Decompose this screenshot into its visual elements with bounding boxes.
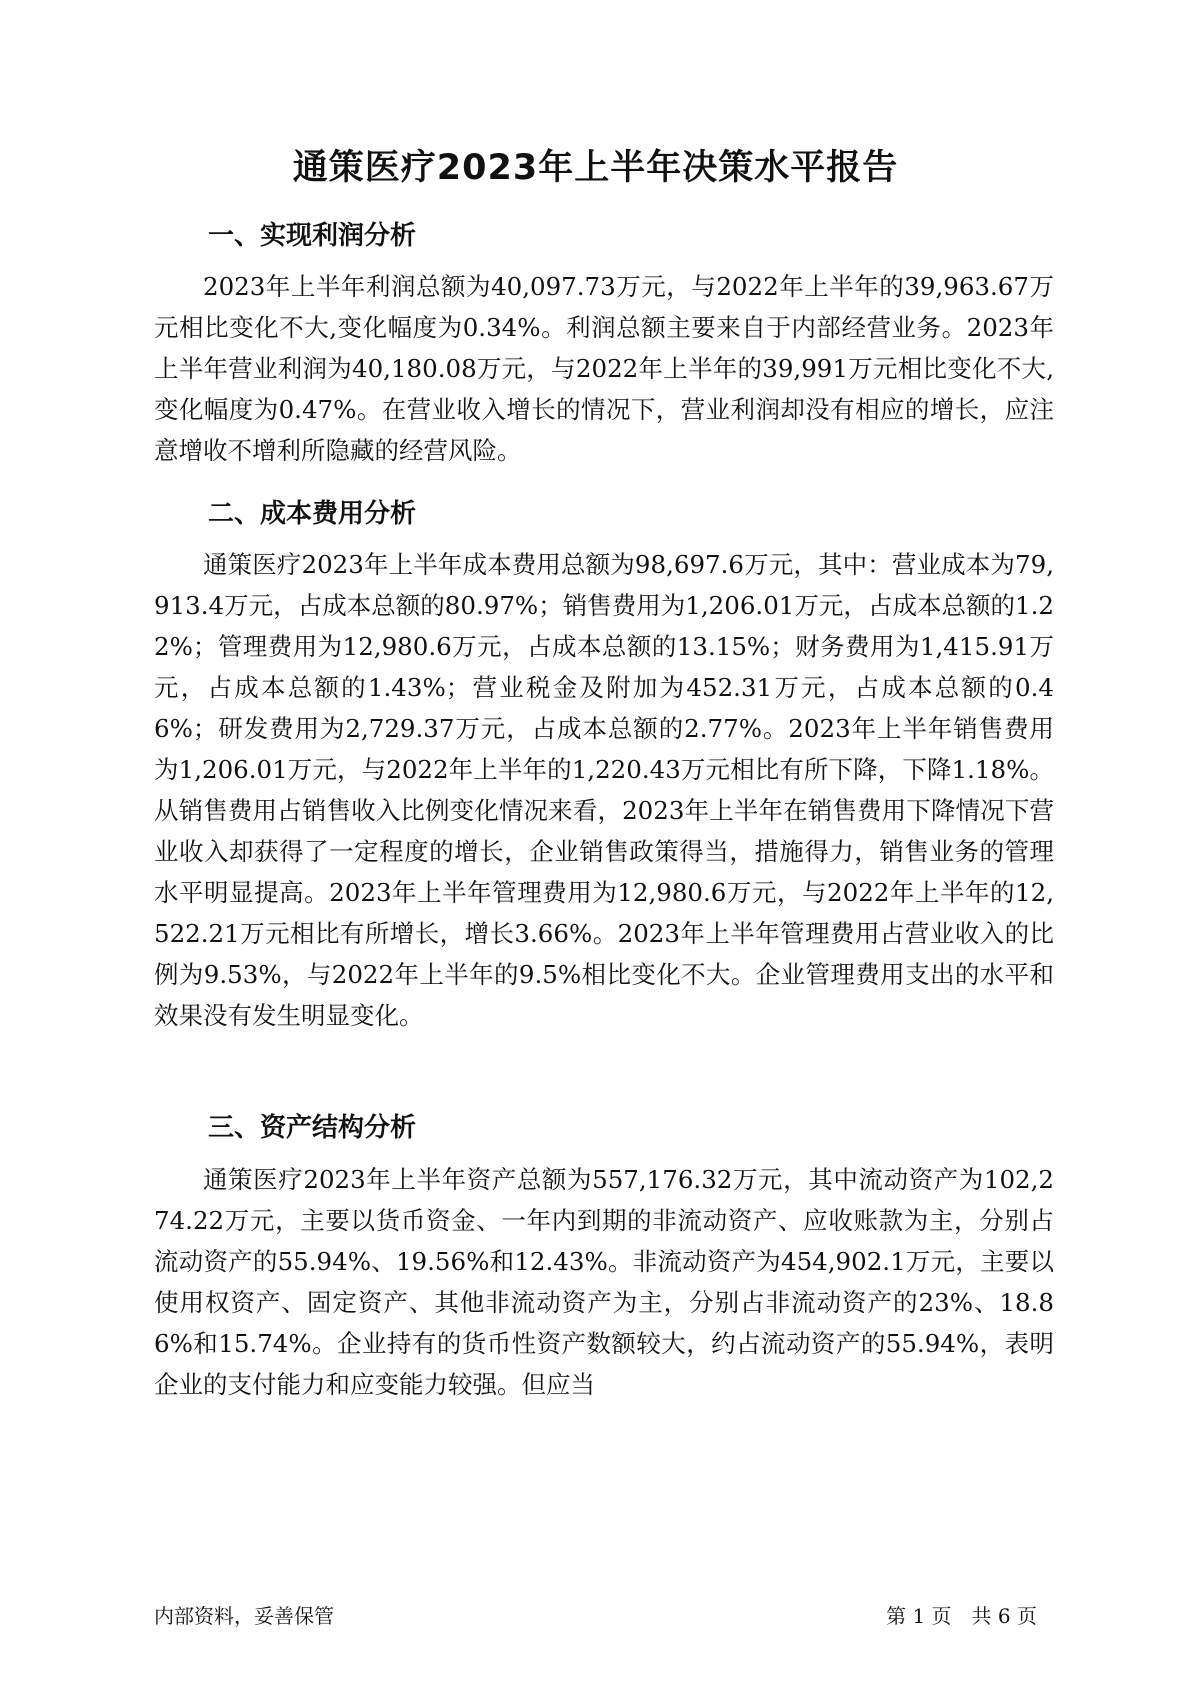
section-heading-profit: 一、实现利润分析 (208, 221, 417, 251)
footer-confidential-note: 内部资料，妥善保管 (154, 1604, 334, 1628)
section-paragraph-profit: 2023年上半年利润总额为40,097.73万元，与2022年上半年的39,963.67万元相比变化不大,变化幅度为0.34%。利润总额主要来自于内部经营业务。2023年上半年营业利润为40,180.08万元，与2022年上半年的39,991万元相比变化不大,变化幅度为0.47%。在营业收入增长的情况下，营业利润却没有相应的增长，应注意增收不增利所隐藏的经营风险。 (154, 272, 1054, 465)
section-paragraph-assets: 通策医疗2023年上半年资产总额为557,176.32万元，其中流动资产为102,274.22万元，主要以货币资金、一年内到期的非流动资产、应收账款为主，分别占流动资产的55.94%、19.56%和12.43%。非流动资产为454,902.1万元，主要以使用权资产、固定资产、其他非流动资产为主，分别占非流动资产的23%、18.86%和15.74%。企业持有的货币性资产数额较大，约占流动资产的55.94%，表明企业的支付能力和应变能力较强。但应当 (154, 1165, 1054, 1399)
section-paragraph-cost: 通策医疗2023年上半年成本费用总额为98,697.6万元，其中：营业成本为79,913.4万元，占成本总额的80.97%；销售费用为1,206.01万元，占成本总额的1.22%；管理费用为12,980.6万元，占成本总额的13.15%；财务费用为1,415.91万元，占成本总额的1.43%；营业税金及附加为452.31万元，占成本总额的0.46%；研发费用为2,729.37万元，占成本总额的2.77%。2023年上半年销售费用为1,206.01万元，与2022年上半年的1,220.43万元相比有所下降，下降1.18%。从销售费用占销售收入比例变化情况来看，2023年上半年在销售费用下降情况下营业收入却获得了一定程度的增长，企业销售政策得当，措施得力，销售业务的管理水平明显提高。2023年上半年管理费用为12,980.6万元，与2022年上半年的12,522.21万元相比有所增长，增长3.66%。2023年上半年管理费用占营业收入的比例为9.53%，与2022年上半年的9.5%相比变化不大。企业管理费用支出的水平和效果没有发生明显变化。 (154, 550, 1054, 1030)
footer-page-number: 第 1 页 共 6 页 (886, 1604, 1037, 1628)
document-title: 通策医疗2023年上半年决策水平报告 (292, 148, 899, 188)
section-heading-cost: 二、成本费用分析 (208, 499, 417, 529)
section-heading-assets: 三、资产结构分析 (208, 1113, 417, 1143)
